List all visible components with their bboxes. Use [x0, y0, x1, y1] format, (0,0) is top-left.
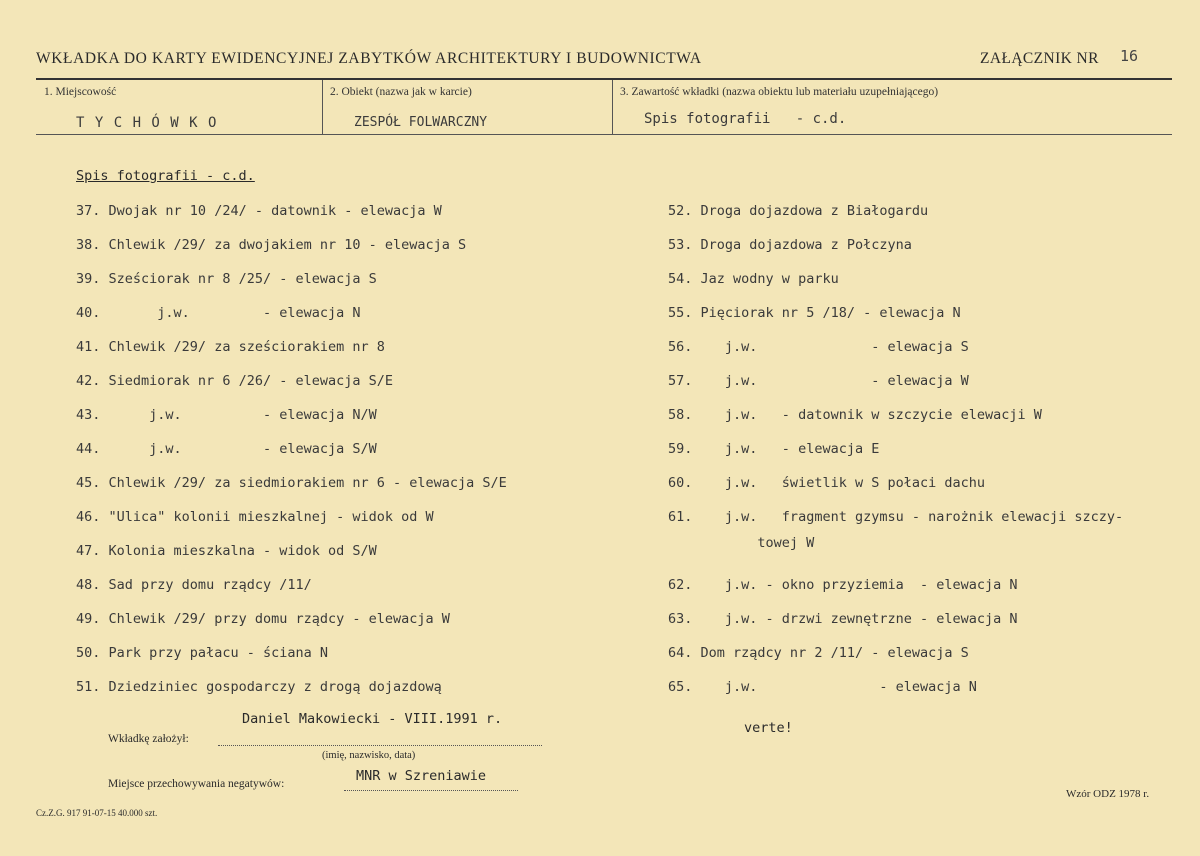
item-text: j.w. fragment gzymsu - narożnik elewacji szczy-	[700, 509, 1124, 525]
item-text: j.w. - elewacja E	[700, 441, 880, 457]
item-number: 62.	[668, 577, 693, 593]
item-number: 42.	[76, 373, 101, 389]
item-number: 47.	[76, 543, 101, 559]
attachment-number: 16	[1120, 47, 1139, 65]
list-item	[76, 509, 434, 525]
item-number: 64.	[668, 645, 693, 661]
content-label: 3. Zawartość wkładki (nazwa obiektu lub materiału uzupełniającego)	[620, 86, 939, 98]
item-number: 53.	[668, 237, 693, 253]
form-title: WKŁADKA DO KARTY EWIDENCYJNEJ ZABYTKÓW ARCHITEKTURY I BUDOWNICTWA	[36, 50, 702, 67]
negatives-value: MNR w Szreniawie	[356, 768, 487, 784]
author-label: Wkładkę założył:	[108, 733, 189, 745]
content-value: Spis fotografii - c.d.	[644, 111, 847, 127]
header-rule	[36, 78, 1172, 80]
item-number: 59.	[668, 441, 693, 457]
item-number: 56.	[668, 339, 693, 355]
item-text: j.w. - okno przyziemia - elewacja N	[700, 577, 1018, 593]
item-number: 57.	[668, 373, 693, 389]
item-number: 55.	[668, 305, 693, 321]
item-text: j.w. - datownik w szczycie elewacji W	[700, 407, 1042, 423]
list-item	[76, 305, 361, 321]
list-item	[668, 203, 928, 219]
list-item	[76, 407, 377, 423]
list-item	[76, 679, 442, 695]
item-number: 60.	[668, 475, 693, 491]
list-item	[76, 373, 393, 389]
author-hint: (imię, nazwisko, data)	[322, 750, 416, 761]
list-item	[668, 237, 912, 253]
item-text: j.w. świetlik w S połaci dachu	[700, 475, 986, 491]
list-item	[76, 237, 466, 253]
item-text: Kolonia mieszkalna - widok od S/W	[108, 543, 377, 559]
fields-rule	[36, 134, 1172, 135]
item-text: Sześciorak nr 8 /25/ - elewacja S	[108, 271, 377, 287]
item-number: 52.	[668, 203, 693, 219]
list-item	[668, 679, 977, 695]
list-item	[668, 339, 969, 355]
list-item	[668, 475, 985, 491]
list-item	[668, 509, 1123, 525]
item-text: Dwojak nr 10 /24/ - datownik - elewacja W	[108, 203, 442, 219]
item-number: 50.	[76, 645, 101, 661]
item-number: 38.	[76, 237, 101, 253]
list-item	[76, 543, 377, 559]
item-text: j.w. - elewacja N/W	[108, 407, 377, 423]
item-text: j.w. - elewacja S/W	[108, 441, 377, 457]
item-number: 65.	[668, 679, 693, 695]
list-item-continuation	[668, 535, 814, 551]
item-number: 63.	[668, 611, 693, 627]
item-number: 58.	[668, 407, 693, 423]
item-text: j.w. - elewacja N	[700, 679, 977, 695]
object-label: 2. Obiekt (nazwa jak w karcie)	[330, 86, 472, 98]
field-divider	[612, 80, 613, 135]
list-item	[668, 305, 961, 321]
verte-note: verte!	[744, 720, 793, 736]
item-text: Siedmiorak nr 6 /26/ - elewacja S/E	[108, 373, 394, 389]
list-item	[668, 271, 839, 287]
list-item	[668, 373, 969, 389]
item-number: 37.	[76, 203, 101, 219]
item-text: Park przy pałacu - ściana N	[108, 645, 328, 661]
item-text: Chlewik /29/ za sześciorakiem nr 8	[108, 339, 385, 355]
item-text: Dziedziniec gospodarczy z drogą dojazdową	[108, 679, 442, 695]
item-number: 45.	[76, 475, 101, 491]
item-number: 49.	[76, 611, 101, 627]
author-value: Daniel Makowiecki - VIII.1991 r.	[242, 711, 503, 727]
item-text: Chlewik /29/ przy domu rządcy - elewacja W	[108, 611, 450, 627]
item-text: Droga dojazdowa z Białogardu	[700, 203, 929, 219]
item-number: 40.	[76, 305, 101, 321]
item-number: 46.	[76, 509, 101, 525]
list-item	[76, 203, 442, 219]
item-number: 39.	[76, 271, 101, 287]
item-text: j.w. - elewacja W	[700, 373, 969, 389]
item-number: 48.	[76, 577, 101, 593]
item-text: Chlewik /29/ za dwojakiem nr 10 - elewacja S	[108, 237, 467, 253]
print-code: Cz.Z.G. 917 91-07-15 40.000 szt.	[36, 808, 158, 818]
item-number: 41.	[76, 339, 101, 355]
list-item	[76, 441, 377, 457]
list-item	[76, 475, 507, 491]
item-number: 44.	[76, 441, 101, 457]
item-text: Sad przy domu rządcy /11/	[108, 577, 312, 593]
item-number: 61.	[668, 509, 693, 525]
list-item	[76, 339, 385, 355]
list-item	[76, 271, 377, 287]
section-title: Spis fotografii - c.d.	[76, 168, 255, 184]
item-text: j.w. - elewacja N	[108, 305, 361, 321]
item-text: Dom rządcy nr 2 /11/ - elewacja S	[700, 645, 969, 661]
item-text: j.w. - drzwi zewnętrzne - elewacja N	[700, 611, 1018, 627]
list-item	[668, 407, 1042, 423]
item-number: 54.	[668, 271, 693, 287]
list-item	[76, 577, 312, 593]
item-text: j.w. - elewacja S	[700, 339, 969, 355]
item-number: 43.	[76, 407, 101, 423]
item-text: Pięciorak nr 5 /18/ - elewacja N	[700, 305, 961, 321]
item-number: 51.	[76, 679, 101, 695]
negatives-dotted-line	[344, 790, 518, 791]
locality-value: T Y C H Ó W K O	[76, 115, 218, 131]
attachment-label: ZAŁĄCZNIK NR	[980, 50, 1099, 67]
list-item	[668, 611, 1018, 627]
field-divider	[322, 80, 323, 135]
list-item	[668, 441, 879, 457]
list-item	[76, 645, 328, 661]
item-text: "Ulica" kolonii mieszkalnej - widok od W	[108, 509, 434, 525]
item-text: Jaz wodny w parku	[700, 271, 839, 287]
negatives-label: Miejsce przechowywania negatywów:	[108, 778, 285, 790]
list-item	[668, 577, 1018, 593]
item-text: towej W	[676, 535, 815, 551]
author-dotted-line	[218, 745, 542, 746]
object-value: ZESPÓŁ FOLWARCZNY	[354, 115, 488, 130]
list-item	[668, 645, 969, 661]
form-code: Wzór ODZ 1978 r.	[1066, 788, 1150, 800]
list-item	[76, 611, 450, 627]
item-text: Chlewik /29/ za siedmiorakiem nr 6 - elewacja S/E	[108, 475, 507, 491]
locality-label: 1. Miejscowość	[44, 86, 117, 98]
item-text: Droga dojazdowa z Połczyna	[700, 237, 912, 253]
